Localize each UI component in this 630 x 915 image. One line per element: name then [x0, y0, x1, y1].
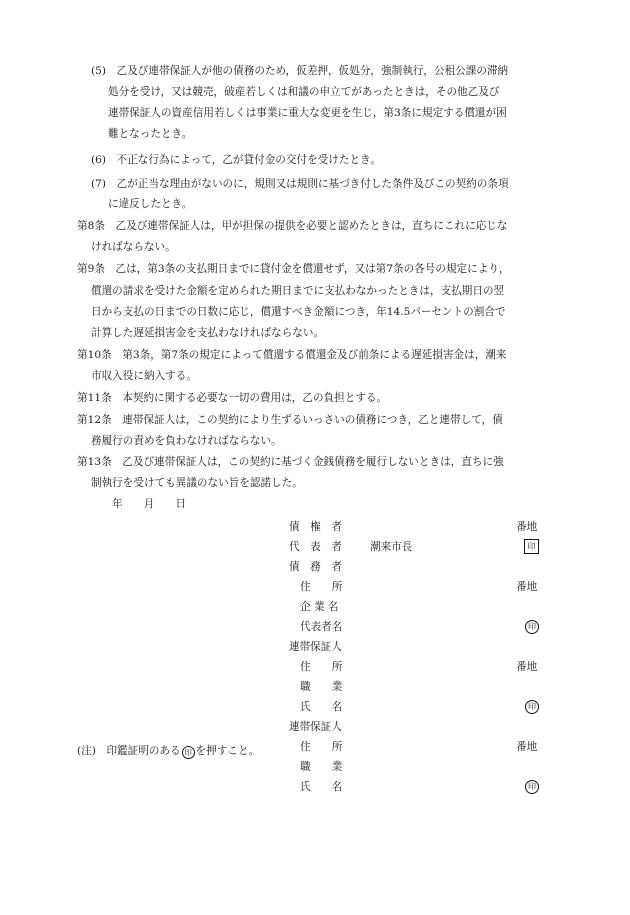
guarantor-2-address-label: 住 所: [300, 741, 343, 753]
article-10-line-1: 第10条 第3条，第7条の規定によって償還する償還金及び前条による遅延損害金は，潮来: [77, 349, 507, 361]
item-7-line-2: に違反したとき。: [108, 198, 193, 210]
note-suffix: を押すこと。: [195, 745, 260, 757]
note-prefix: (注) 印鑑証明のある: [77, 745, 181, 757]
guarantor-1-job-label: 職 業: [300, 681, 343, 693]
representative-seal: 印: [524, 539, 539, 554]
guarantor-1-banchi: 番地: [516, 661, 538, 673]
debtor-address-banchi: 番地: [516, 581, 538, 593]
article-9-line-1: 第9条 乙は，第3条の支払期日までに貸付金を償還せず，又は第7条の各号の規定により，: [77, 263, 510, 275]
debtor-address-label: 住 所: [300, 581, 343, 593]
guarantor-1-heading: 連帯保証人: [289, 641, 342, 653]
date-line: 年 月 日: [112, 498, 187, 510]
guarantor-2-heading: 連帯保証人: [289, 721, 342, 733]
article-9-line-2: 償還の請求を受けた金額を定められた期日までに支払わなかったときは，支払期日の翌: [91, 285, 505, 297]
article-12-line-1: 第12条 連帯保証人は，この契約により生ずるいっさいの債務につき，乙と連帯して，債: [77, 414, 503, 426]
guarantor-2-seal: 印: [525, 780, 539, 794]
article-13-line-1: 第13条 乙及び連帯保証人は，この契約に基づく金銭債務を履行しないときは，直ちに強: [77, 456, 504, 468]
article-12-line-2: 務履行の責めを負わなければならない。: [91, 435, 282, 447]
company-name-label: 企 業 名: [300, 601, 339, 613]
rep-name-label: 代表者名: [300, 621, 343, 633]
creditor-label: 債 権 者: [289, 521, 342, 533]
guarantor-2-job-label: 職 業: [300, 761, 343, 773]
rep-name-seal: 印: [525, 620, 539, 634]
item-7-line-1: (7) 乙が正当な理由がないのに，規則又は規則に基づき付した条件及びこの契約の条項: [91, 178, 509, 190]
article-8-line-1: 第8条 乙及び連帯保証人は，甲が担保の提供を必要と認めたときは，直ちにこれに応じな: [77, 220, 508, 232]
article-11-line-1: 第11条 本契約に関する必要な一切の費用は，乙の負担とする。: [77, 392, 388, 404]
item-5-line-1: (5) 乙及び連帯保証人が他の債務のため，仮差押，仮処分，強制執行，公租公課の滞納: [91, 65, 509, 77]
article-10-line-2: 市収入役に納入する。: [91, 370, 197, 382]
article-8-line-2: ければならない。: [91, 241, 176, 253]
note-line: [77, 744, 259, 759]
article-9-line-3: 日から支払の日までの日数に応じ，償還すべき金額につき，年14.5パーセントの割合で: [91, 306, 506, 318]
note-seal: 印: [182, 746, 195, 759]
item-6-line-1: (6) 不正な行為によって，乙が貸付金の交付を受けたとき。: [91, 154, 381, 166]
guarantor-1-seal: 印: [525, 700, 539, 714]
representative-label: 代 表 者: [289, 541, 342, 553]
article-13-line-2: 制執行を受けても異議のない旨を認諾した。: [91, 477, 303, 489]
article-9-line-4: 計算した遅延損害金を支払わなければならない。: [91, 327, 325, 339]
debtor-label: 債 務 者: [289, 561, 342, 573]
guarantor-2-name-label: 氏 名: [300, 781, 343, 793]
item-5-line-4: 難となったとき。: [108, 128, 193, 140]
guarantor-2-banchi: 番地: [516, 741, 538, 753]
creditor-banchi: 番地: [516, 521, 538, 533]
representative-name: 潮来市長: [370, 541, 413, 553]
item-5-line-2: 処分を受け，又は競売，破産若しくは和議の申立てがあったときは，その他乙及び: [108, 86, 500, 98]
guarantor-1-address-label: 住 所: [300, 661, 343, 673]
item-5-line-3: 連帯保証人の資産信用若しくは事業に重大な変更を生じ，第3条に規定する償還が困: [108, 107, 507, 119]
guarantor-1-name-label: 氏 名: [300, 701, 343, 713]
